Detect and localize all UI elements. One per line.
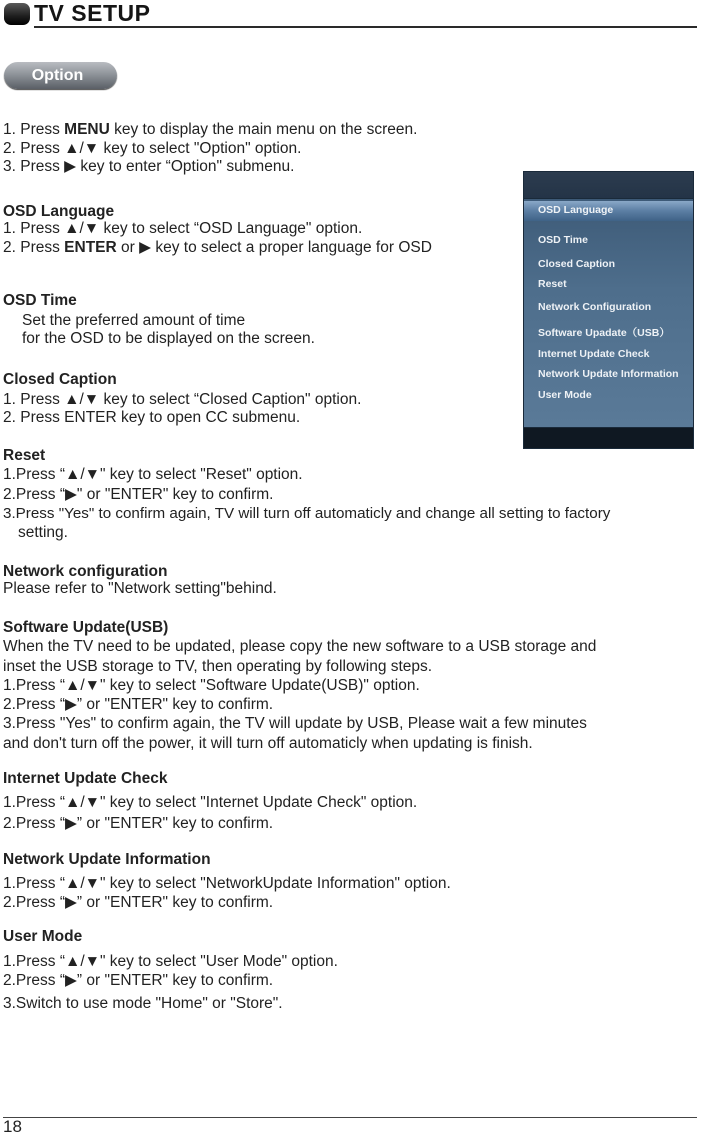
header-rule: [34, 26, 697, 28]
menu-item-network-update-information[interactable]: Network Update Information: [538, 368, 679, 380]
intro-step-1-post: key to display the main menu on the screen.: [109, 121, 418, 138]
page-title: TV SETUP: [34, 0, 151, 26]
reset-step-3-cont: setting.: [18, 524, 68, 541]
reset-step-3: 3.Press "Yes" to confirm again, TV will turn off automaticly and change all setting to factory: [3, 505, 611, 522]
menu-bottom-bar: [524, 428, 693, 448]
osd-language-step-2: [3, 238, 432, 257]
intro-step-1: [3, 120, 417, 139]
reset-step-1: 1.Press “▲/▼" key to select "Reset" option.: [3, 466, 303, 483]
network-update-information-step-2: 2.Press “▶” or "ENTER" key to confirm.: [3, 894, 274, 911]
menu-item-reset[interactable]: Reset: [538, 278, 567, 290]
software-update-step-2: 2.Press “▶” or "ENTER" key to confirm.: [3, 696, 274, 713]
internet-update-check-heading: Internet Update Check: [3, 770, 168, 787]
option-section-badge: [4, 62, 117, 89]
reset-heading: Reset: [3, 447, 46, 464]
software-update-step-3: 3.Press "Yes" to confirm again, the TV will update by USB, Please wait a few minutes: [3, 715, 587, 732]
menu-item-network-configuration[interactable]: Network Configuration: [538, 301, 652, 313]
intro-step-2: 2. Press ▲/▼ key to select "Option" option.: [3, 140, 302, 157]
menu-body: [524, 199, 693, 427]
software-update-line-1: When the TV need to be updated, please copy the new software to a USB storage and: [3, 638, 597, 655]
software-update-step-3-cont: and don't turn off the power, it will turn off automaticly when updating is finish.: [3, 735, 533, 752]
software-update-step-1: 1.Press “▲/▼" key to select "Software Update(USB)" option.: [3, 677, 420, 694]
network-update-information-heading: Network Update Information: [3, 851, 211, 868]
osd-language-step-2-post: or ▶ key to select a proper language for OSD: [116, 239, 432, 256]
footer-rule: [3, 1117, 697, 1118]
menu-key-label: MENU: [64, 121, 110, 138]
osd-language-step-1: 1. Press ▲/▼ key to select “OSD Language" option.: [3, 220, 363, 237]
software-update-heading: Software Update(USB): [3, 619, 169, 636]
option-badge-label: Option: [31, 67, 84, 84]
osd-language-heading: OSD Language: [3, 203, 115, 220]
osd-language-step-2-pre: 2. Press: [3, 239, 65, 256]
network-update-information-step-1: 1.Press “▲/▼" key to select "NetworkUpdate Information" option.: [3, 875, 451, 892]
menu-item-internet-update-check[interactable]: Internet Update Check: [538, 348, 650, 360]
osd-time-line-2: for the OSD to be displayed on the screen.: [22, 330, 315, 347]
tv-option-menu-screenshot: [523, 171, 694, 449]
intro-step-3: 3. Press ▶ key to enter “Option" submenu.: [3, 158, 295, 175]
menu-item-software-update[interactable]: Software Upadate（USB）: [538, 327, 670, 339]
intro-step-1-pre: 1. Press: [3, 121, 65, 138]
page-number: 18: [3, 1117, 22, 1136]
closed-caption-step-2: 2. Press ENTER key to open CC submenu.: [3, 409, 301, 426]
user-mode-heading: User Mode: [3, 928, 83, 945]
menu-item-osd-language[interactable]: OSD Language: [538, 204, 614, 216]
enter-key-label: ENTER: [64, 239, 117, 256]
osd-time-heading: OSD Time: [3, 292, 77, 309]
user-mode-step-2: 2.Press “▶” or "ENTER" key to confirm.: [3, 972, 274, 989]
osd-time-line-1: Set the preferred amount of time: [22, 312, 246, 329]
network-configuration-heading: Network configuration: [3, 563, 168, 580]
menu-item-osd-time[interactable]: OSD Time: [538, 234, 588, 246]
user-mode-step-1: 1.Press “▲/▼" key to select "User Mode" option.: [3, 953, 338, 970]
user-mode-step-3: 3.Switch to use mode "Home" or "Store".: [3, 995, 283, 1012]
internet-update-check-step-2: 2.Press “▶” or "ENTER" key to confirm.: [3, 815, 274, 832]
software-update-line-2: inset the USB storage to TV, then operating by following steps.: [3, 658, 433, 675]
menu-item-closed-caption[interactable]: Closed Caption: [538, 258, 616, 270]
header-tv-icon: [4, 3, 30, 25]
menu-item-user-mode[interactable]: User Mode: [538, 389, 592, 401]
reset-step-2: 2.Press “▶" or "ENTER" key to confirm.: [3, 486, 274, 503]
internet-update-check-step-1: 1.Press “▲/▼" key to select "Internet Update Check" option.: [3, 794, 418, 811]
menu-top-bar: [524, 172, 693, 198]
network-configuration-text: Please refer to "Network setting"behind.: [3, 580, 277, 597]
closed-caption-step-1: 1. Press ▲/▼ key to select “Closed Caption" option.: [3, 391, 362, 408]
closed-caption-heading: Closed Caption: [3, 371, 117, 388]
